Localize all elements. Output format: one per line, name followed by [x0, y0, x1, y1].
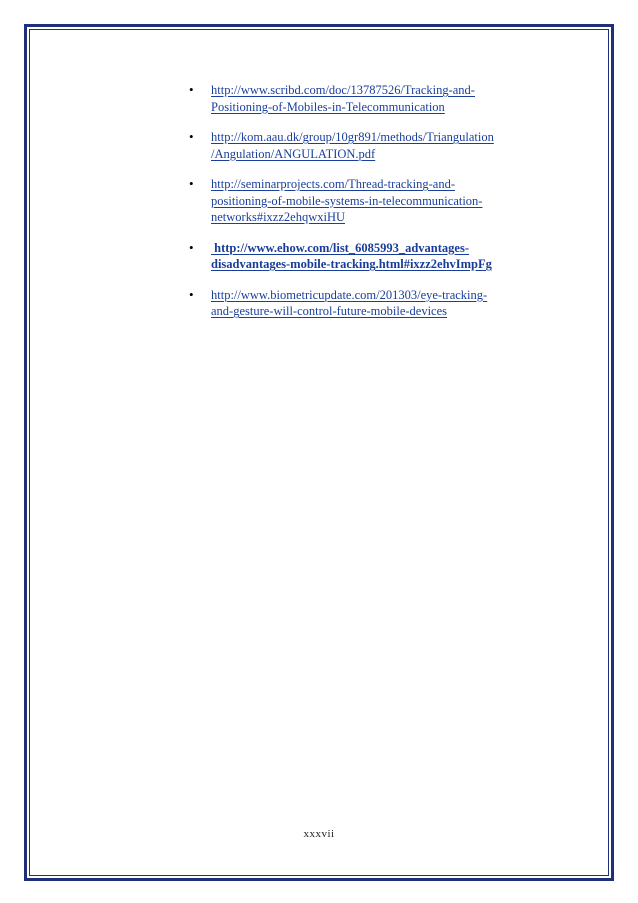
link-line: http://www.scribd.com/doc/13787526/Tracking-and-	[211, 83, 475, 97]
link-line: http://seminarprojects.com/Thread-tracking-and-	[211, 177, 456, 191]
list-item	[189, 176, 519, 226]
bullet-icon: •	[189, 129, 194, 144]
list-item	[189, 240, 519, 273]
bullet-icon: •	[189, 286, 194, 302]
link-line: Positioning-of-Mobiles-in-Telecommunication	[211, 99, 445, 114]
list-item	[189, 287, 519, 320]
link-line: http://www.ehow.com/list_6085993_advantages-	[211, 240, 469, 255]
reference-link-kom-aau[interactable]	[211, 129, 519, 162]
reference-link-scribd[interactable]	[211, 82, 519, 115]
list-item	[189, 82, 519, 115]
bullet-icon: •	[189, 82, 194, 97]
reference-link-seminarprojects[interactable]	[211, 176, 519, 226]
bullet-icon: •	[189, 239, 194, 255]
link-line: networks#ixzz2ehqwxiHU	[211, 210, 345, 224]
reference-list	[189, 82, 519, 334]
list-item	[189, 129, 519, 162]
page-number: xxxvii	[303, 828, 335, 840]
link-line: http://www.biometricupdate.com/201303/eye-tracking-	[211, 287, 488, 302]
link-line: positioning-of-mobile-systems-in-telecommunication-	[211, 193, 483, 208]
link-line: /Angulation/ANGULATION.pdf	[211, 146, 376, 161]
reference-link-ehow[interactable]	[211, 240, 519, 273]
link-line: and-gesture-will-control-future-mobile-devices	[211, 304, 448, 318]
reference-link-biometricupdate[interactable]	[211, 287, 519, 320]
bullet-icon: •	[189, 176, 194, 191]
link-line: http://kom.aau.dk/group/10gr891/methods/Triangulation	[211, 130, 494, 144]
link-line: disadvantages-mobile-tracking.html#ixzz2ehvImpFg	[211, 257, 492, 271]
